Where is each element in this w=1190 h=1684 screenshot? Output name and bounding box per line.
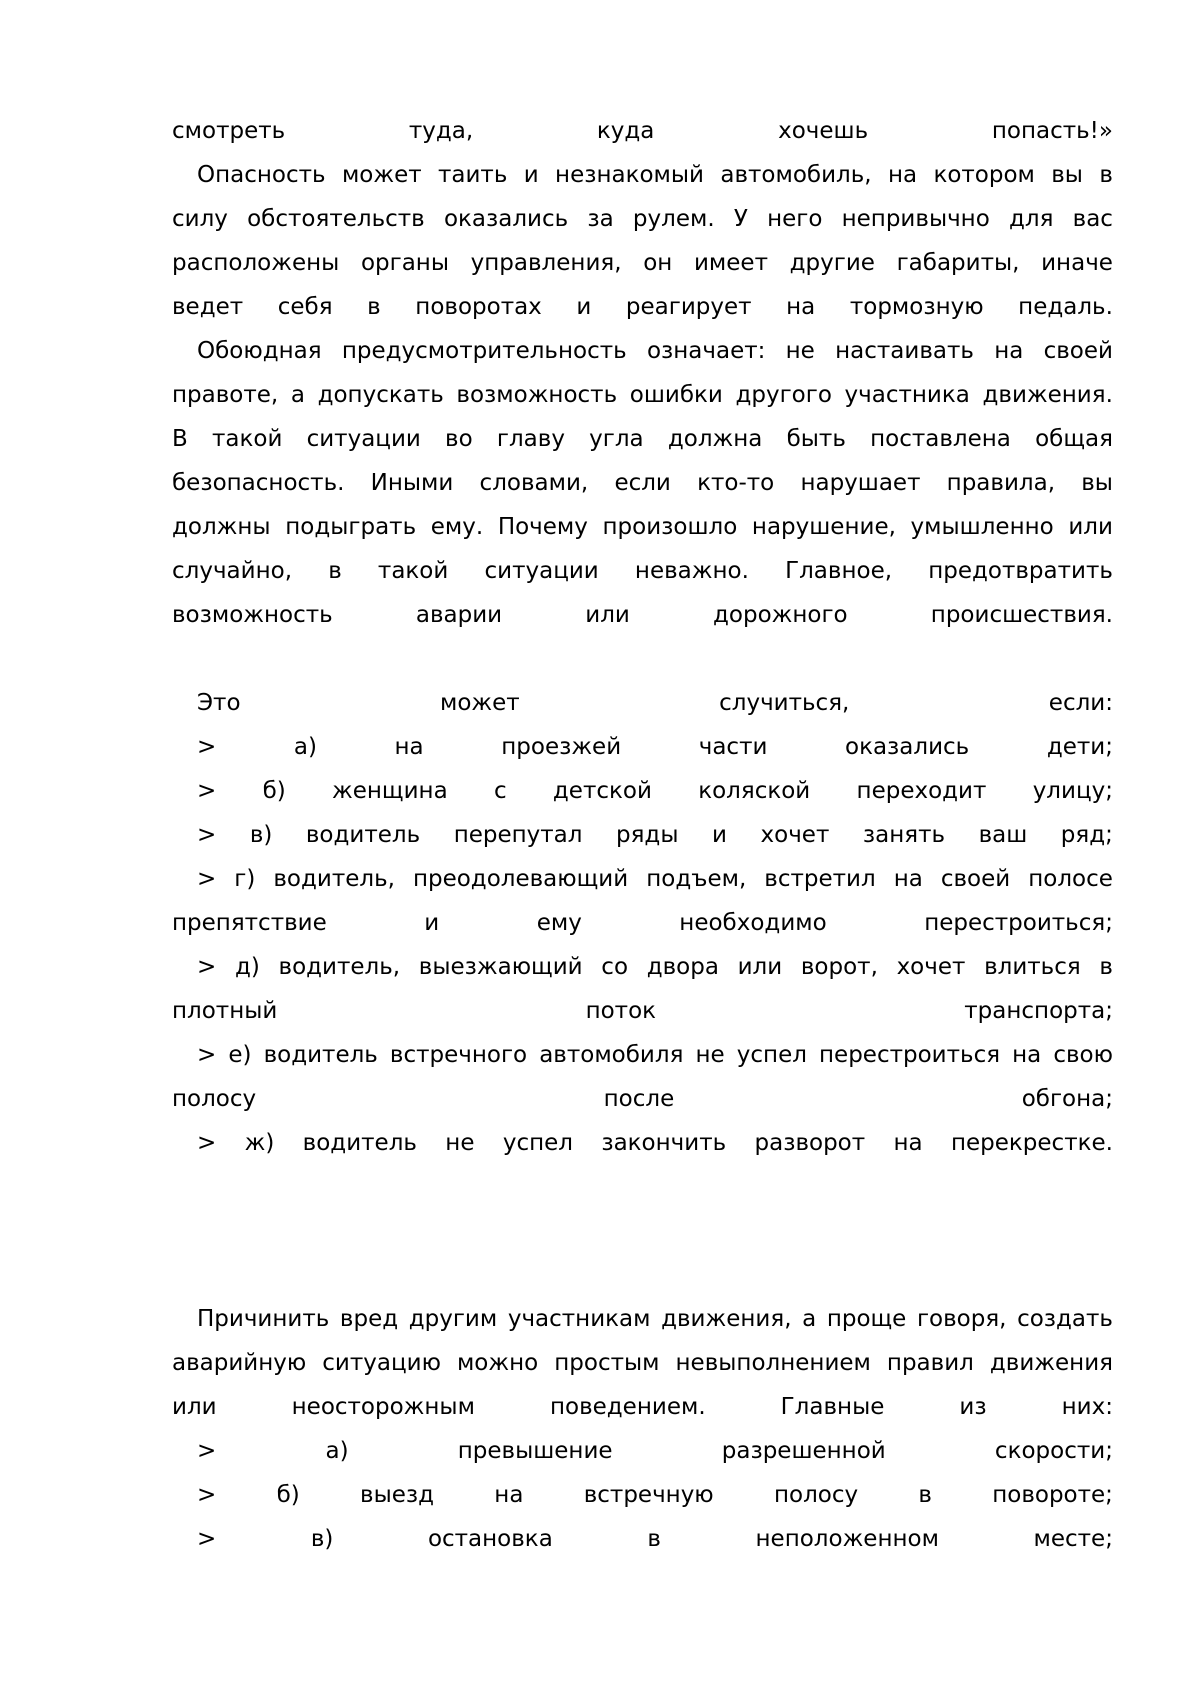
word: реагирует [625, 294, 752, 320]
word: полосе [1028, 866, 1113, 892]
word: плотный [172, 998, 278, 1024]
word: умышленно [910, 514, 1054, 540]
word: на [893, 866, 923, 892]
word: для [1009, 206, 1054, 232]
word: е) [228, 1042, 252, 1068]
word: нарушает [800, 470, 921, 496]
paragraph-spacer [172, 1165, 1113, 1297]
word: поставлена [870, 426, 1011, 452]
word: превышение [457, 1438, 613, 1464]
text-line [172, 725, 1113, 769]
word: а [802, 1306, 817, 1332]
word: улицу; [1032, 778, 1113, 804]
word: настаивать [835, 338, 974, 364]
word: дети; [1046, 734, 1113, 760]
word: если: [1048, 690, 1113, 716]
word: ваш [978, 822, 1028, 848]
word: неположенном [755, 1526, 939, 1552]
word: полосу [773, 1482, 859, 1508]
text-line [172, 1297, 1113, 1341]
word: силу [172, 206, 228, 232]
word: неважно. [634, 558, 749, 584]
word: Обоюдная [197, 338, 322, 364]
word: Главное, [785, 558, 893, 584]
word: коляской [698, 778, 811, 804]
word: и [424, 910, 440, 936]
word: ряды [616, 822, 679, 848]
text-line [172, 593, 1113, 637]
word: ряд; [1060, 822, 1113, 848]
word: такой [377, 558, 449, 584]
word: проще [826, 1306, 907, 1332]
word: или [737, 954, 783, 980]
text-line [172, 1385, 1113, 1429]
word: оказались [443, 206, 569, 232]
word: в [328, 558, 342, 584]
paragraph-p5 [172, 1297, 1113, 1561]
word: встречного [389, 1042, 528, 1068]
word: > [197, 1526, 217, 1552]
word: водитель [305, 822, 421, 848]
text-line [172, 549, 1113, 593]
word: правоте, [172, 382, 279, 408]
word: Иными [370, 470, 454, 496]
word: выезд [360, 1482, 435, 1508]
word: перестроиться; [924, 910, 1113, 936]
word: дорожного [713, 602, 848, 628]
word: смотреть [172, 118, 286, 144]
word: аварийную [172, 1350, 307, 1376]
word: предусмотрительность [341, 338, 627, 364]
word: в [1099, 954, 1113, 980]
word: участникам [507, 1306, 651, 1332]
word: незнакомый [555, 162, 705, 188]
word: а) [293, 734, 317, 760]
word: управления, [470, 250, 622, 276]
word: в) [249, 822, 273, 848]
word: котором [933, 162, 1035, 188]
word: занять [862, 822, 946, 848]
word: расположены [172, 250, 340, 276]
word: ситуации [306, 426, 421, 452]
word: общая [1035, 426, 1113, 452]
word: необходимо [679, 910, 827, 936]
word: вы [1051, 162, 1083, 188]
word: на [887, 162, 918, 188]
word: г) [234, 866, 256, 892]
word: автомобиля [539, 1042, 684, 1068]
word: ж) [244, 1130, 275, 1156]
word: должна [667, 426, 763, 452]
word: движения, [661, 1306, 792, 1332]
word: на [786, 294, 816, 320]
word: Главные [780, 1394, 885, 1420]
word: быть [786, 426, 846, 452]
word: и [576, 294, 592, 320]
text-line [172, 1121, 1113, 1165]
word: а [290, 382, 305, 408]
word: водитель [302, 1130, 417, 1156]
word: правила, [946, 470, 1056, 496]
word: Почему [497, 514, 588, 540]
word: > [197, 954, 217, 980]
word: случайно, [172, 558, 293, 584]
word: движения. [982, 382, 1113, 408]
word: полосу [172, 1086, 257, 1112]
text-line [172, 1033, 1113, 1077]
word: главу [496, 426, 565, 452]
word: невыполнением [675, 1350, 871, 1376]
word: влиться [984, 954, 1081, 980]
word: себя [277, 294, 333, 320]
word: вас [1072, 206, 1113, 232]
word: правил [886, 1350, 974, 1376]
word: > [197, 1130, 217, 1156]
word: говоря, [916, 1306, 1007, 1332]
word: а) [325, 1438, 349, 1464]
word: вред [339, 1306, 399, 1332]
word: части [698, 734, 768, 760]
word: во [445, 426, 473, 452]
text-line [172, 1077, 1113, 1121]
paragraph-p1 [172, 109, 1113, 153]
word: встретил [764, 866, 876, 892]
word: автомобиль, [720, 162, 872, 188]
word: водитель, [273, 866, 395, 892]
word: Опасность [197, 162, 326, 188]
word: ему [536, 910, 582, 936]
text-line [172, 901, 1113, 945]
word: другого [735, 382, 832, 408]
word: должны [172, 514, 271, 540]
word: неосторожным [291, 1394, 475, 1420]
word: ситуации [484, 558, 599, 584]
word: подъем, [646, 866, 747, 892]
word: Причинить [197, 1306, 330, 1332]
text-line [172, 505, 1113, 549]
text-line [172, 681, 1113, 725]
word: д) [234, 954, 260, 980]
word: или [172, 1394, 217, 1420]
word: он [643, 250, 673, 276]
text-line [172, 1473, 1113, 1517]
word: хочет [896, 954, 966, 980]
text-line [172, 153, 1113, 197]
word: успел [736, 1042, 807, 1068]
word: хочет [760, 822, 830, 848]
word: или [585, 602, 630, 628]
word: двора [646, 954, 719, 980]
word: тормозную [849, 294, 984, 320]
word: иначе [1041, 250, 1113, 276]
word: остановка [427, 1526, 553, 1552]
word: не [695, 1042, 725, 1068]
word: перекрестке. [950, 1130, 1113, 1156]
word: в [918, 1482, 932, 1508]
word: хочешь [778, 118, 869, 144]
word: повороте; [992, 1482, 1113, 1508]
word: может [439, 690, 520, 716]
word: участника [844, 382, 970, 408]
text-line [172, 285, 1113, 329]
word: в) [310, 1526, 334, 1552]
word: такой [211, 426, 283, 452]
text-line [172, 1341, 1113, 1385]
word: случиться, [719, 690, 850, 716]
text-line [172, 769, 1113, 813]
word: ведет [172, 294, 244, 320]
word: ситуацию [322, 1350, 441, 1376]
word: > [197, 734, 217, 760]
word: попасть!» [991, 118, 1113, 144]
word: на [1012, 1042, 1042, 1068]
word: на [394, 734, 424, 760]
text-line [172, 945, 1113, 989]
word: педаль. [1018, 294, 1113, 320]
word: женщина [332, 778, 448, 804]
text-line [172, 1429, 1113, 1473]
word: на [994, 338, 1024, 364]
document-page [172, 109, 1113, 1561]
word: имеет [693, 250, 768, 276]
word: транспорта; [964, 998, 1113, 1024]
word: допускать [317, 382, 444, 408]
word: нарушение, [751, 514, 896, 540]
word: на [893, 1130, 923, 1156]
word: органы [360, 250, 449, 276]
word: простым [554, 1350, 660, 1376]
word: выезжающий [418, 954, 583, 980]
word: таить [437, 162, 508, 188]
word: > [197, 1482, 217, 1508]
text-line [172, 197, 1113, 241]
word: свою [1053, 1042, 1113, 1068]
word: можно [456, 1350, 539, 1376]
word: > [197, 822, 217, 848]
word: на [494, 1482, 524, 1508]
word: проезжей [501, 734, 622, 760]
word: своей [1043, 338, 1113, 364]
word: > [197, 1042, 217, 1068]
text-line [172, 417, 1113, 461]
word: детской [552, 778, 652, 804]
word: означает: [646, 338, 766, 364]
word: из [959, 1394, 987, 1420]
text-line [172, 461, 1113, 505]
word: переходит [856, 778, 987, 804]
word: другие [789, 250, 875, 276]
word: аварии [415, 602, 503, 628]
paragraph-p3 [172, 329, 1113, 637]
word: оказались [845, 734, 970, 760]
word: рулем. [632, 206, 715, 232]
text-line [172, 329, 1113, 373]
word: подыграть [285, 514, 417, 540]
word: б) [276, 1482, 300, 1508]
word: месте; [1033, 1526, 1113, 1552]
word: произошло [602, 514, 738, 540]
word: туда, [408, 118, 474, 144]
text-line [172, 857, 1113, 901]
word: возможность [456, 382, 618, 408]
text-line [172, 989, 1113, 1033]
word: > [197, 866, 217, 892]
word: за [587, 206, 614, 232]
word: и [712, 822, 727, 848]
word: предотвратить [928, 558, 1113, 584]
text-line [172, 373, 1113, 417]
word: скорости; [994, 1438, 1113, 1464]
word: безопасность. [172, 470, 345, 496]
text-line [172, 1517, 1113, 1561]
text-line [172, 109, 1113, 153]
word: У [733, 206, 748, 232]
word: словами, [479, 470, 589, 496]
word: них: [1061, 1394, 1113, 1420]
word: него [767, 206, 823, 232]
word: Это [197, 690, 241, 716]
word: > [197, 1438, 217, 1464]
word: поведением. [549, 1394, 706, 1420]
word: В [172, 426, 188, 452]
word: не [445, 1130, 475, 1156]
word: создать [1017, 1306, 1113, 1332]
word: непривычно [841, 206, 990, 232]
word: не [785, 338, 815, 364]
word: закончить [601, 1130, 727, 1156]
word: может [341, 162, 422, 188]
word: преодолевающий [412, 866, 629, 892]
word: ошибки [629, 382, 723, 408]
word: и [523, 162, 539, 188]
word: в [647, 1526, 661, 1552]
word: габариты, [896, 250, 1020, 276]
word: или [1068, 514, 1113, 540]
word: происшествия. [930, 602, 1113, 628]
word: движения [989, 1350, 1113, 1376]
word: обгона; [1021, 1086, 1113, 1112]
word: поток [585, 998, 657, 1024]
word: перестроиться [819, 1042, 1001, 1068]
word: с [493, 778, 507, 804]
word: б) [262, 778, 286, 804]
word: препятствие [172, 910, 327, 936]
word: угла [589, 426, 644, 452]
word: если [614, 470, 671, 496]
word: перепутал [453, 822, 583, 848]
text-line [172, 241, 1113, 285]
word: куда [596, 118, 655, 144]
word: в [367, 294, 381, 320]
paragraph-p2 [172, 153, 1113, 329]
word: возможность [172, 602, 333, 628]
word: ему. [430, 514, 484, 540]
word: в [1099, 162, 1113, 188]
word: вы [1081, 470, 1113, 496]
word: кто-то [697, 470, 775, 496]
word: ворот, [800, 954, 878, 980]
paragraph-p4 [172, 681, 1113, 1165]
word: водитель [263, 1042, 378, 1068]
text-line [172, 813, 1113, 857]
word: обстоятельств [247, 206, 425, 232]
word: встречную [583, 1482, 714, 1508]
word: другим [408, 1306, 498, 1332]
word: разрешенной [721, 1438, 886, 1464]
word: разворот [754, 1130, 866, 1156]
word: после [603, 1086, 675, 1112]
word: водитель, [278, 954, 401, 980]
word: > [197, 778, 217, 804]
paragraph-spacer [172, 637, 1113, 681]
word: своей [940, 866, 1011, 892]
word: поворотах [415, 294, 542, 320]
word: со [601, 954, 629, 980]
word: успел [502, 1130, 573, 1156]
